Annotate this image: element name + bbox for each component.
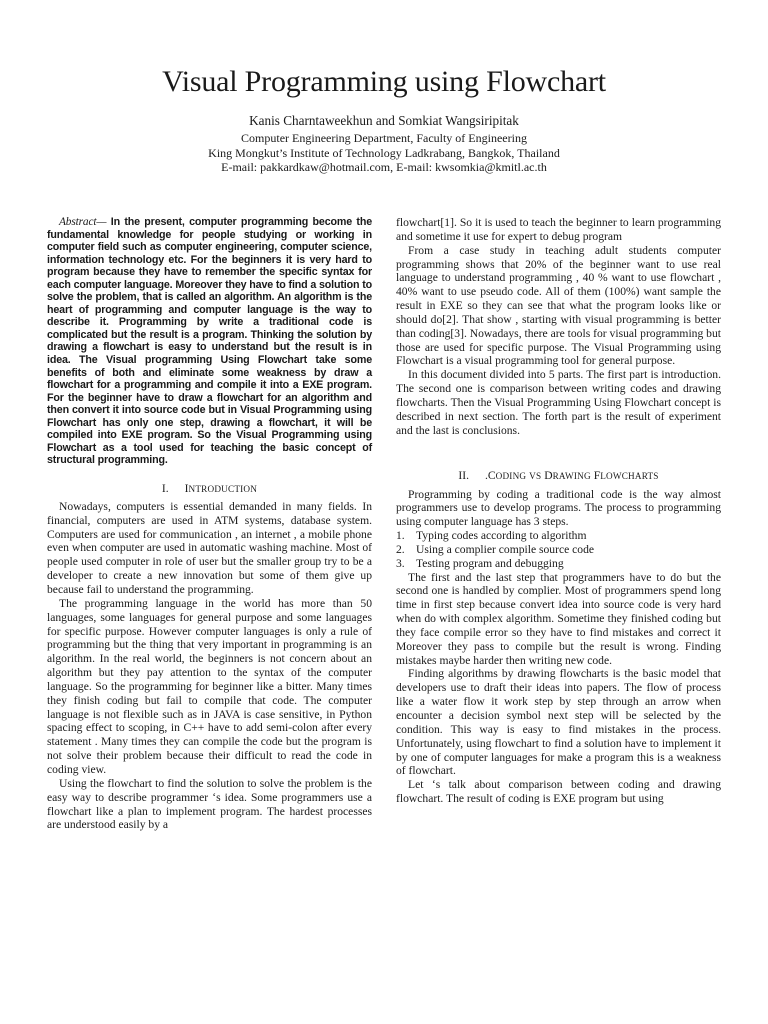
affiliation-line: E-mail: pakkardkaw@hotmail.com, E-mail: kwsomkia@kmitl.ac.th	[221, 160, 547, 174]
affiliation-line: Computer Engineering Department, Faculty of Engineering	[241, 131, 527, 145]
section-title-rest: NTRODUCTION	[188, 483, 258, 494]
body-paragraph: The first and the last step that programmers have to do but the second one is handled by complier. Most of programmers spend long time in first step because convert idea into source code is very hard when do with complex algorithm. Sometime they finished coding but they face compile error so they have to find mistakes and correct it Moreover they pass to compile but the result is wrong. Finding mistakes maybe harder then writing new code.	[396, 570, 721, 667]
section-heading-coding-vs-flowcharts	[396, 469, 721, 483]
list-number: 1.	[396, 529, 405, 543]
affiliation-line: King Mongkut’s Institute of Technology Ladkrabang, Bangkok, Thailand	[208, 145, 560, 160]
list-text: Typing codes according to algorithm	[416, 529, 587, 543]
section-prefix: .	[485, 468, 488, 482]
body-paragraph: Let ‘s talk about comparison between coding and drawing flowchart. The result of coding is EXE program but using	[396, 778, 721, 806]
author-list: Kanis Charntaweekhun and Somkiat Wangsiripitak	[249, 113, 519, 128]
list-number: 2.	[396, 542, 405, 556]
section-number: I.	[161, 481, 169, 495]
section-heading-introduction	[47, 482, 372, 496]
left-column	[47, 216, 372, 832]
section-number: II.	[458, 468, 469, 482]
paper-title: Visual Programming using Flowchart	[162, 65, 606, 98]
abstract	[47, 216, 372, 467]
list-text: Testing program and debugging	[416, 556, 564, 570]
list-item	[396, 543, 721, 557]
section-title-initial: I	[184, 481, 189, 495]
list-item	[396, 529, 721, 543]
list-item	[396, 557, 721, 571]
abstract-label: Abstract—	[59, 216, 107, 228]
body-paragraph: Programming by coding a traditional code is the way almost programmers use to develop programs. The process to programming using computer language has 3 steps.	[396, 487, 721, 529]
body-paragraph: From a case study in teaching adult students computer programming shows that 20% of the beginner want to use real language to understand programming , 40 % want to use flowchart , 40% want to use pseudo code. All of them (100%) want sample the result in EXE so they can see that what the program looks like or should do[2]. That show , starting with visual programming is better than coding[3]. Nowadays, there are tools for visual programming but those are used for specific purpose. The Visual Programming using Flowchart is a visual programming tool for general purpose.	[396, 243, 721, 368]
body-paragraph: flowchart[1]. So it is used to teach the beginner to learn programming and sometime it use for expert to debug program	[396, 216, 721, 243]
body-paragraph: In this document divided into 5 parts. The first part is introduction. The second one is comparison between writing codes and drawing flowcharts. Then the Visual Programming Using Flowchart concept is described in next section. The forth part is the result of experiment and the last is conclusions.	[396, 368, 721, 437]
section-title-initial: C	[487, 468, 496, 482]
section-title-rest: LOWCHARTS	[600, 470, 659, 481]
right-column	[396, 216, 721, 806]
body-paragraph: Nowadays, computers is essential demanded in many fields. In financial, computers are used in ATM systems, database system. Computers are used for communication , an internet , a mobile phone even when computer are used in automatic washing machine. Most of people used computer in role of user but the smaller group try to be a developer to create a new innovation but some of them give up because fail to understand the programming.	[47, 499, 372, 596]
section-title-rest: ODING	[495, 470, 527, 481]
body-paragraph: The programming language in the world has more than 50 languages, some languages for general purpose and some languages for specific purpose. However computer languages is only a rule of programming but the thing that very important in programming is an algorithm. In the real world, the beginners is not concern about an algorithm but they pay attention to the syntax of the computer language. So the programming for beginner like a bitter. Many times they finish coding but fail to compile that code. The computer language is not flexible such as in JAVA is case sensitive, in Python spacing effect to scoping, in C++ have to add semi-colon after every statement . Many times they can compile the code but the program is not solve their problem because their difficult to read the code in coding view.	[47, 596, 372, 776]
section-title-initial: F	[593, 468, 601, 482]
list-number: 3.	[396, 556, 405, 570]
section-title-mid: VS	[529, 470, 542, 481]
body-paragraph: Using the flowchart to find the solution to solve the problem is the easy way to describe programmer ‘s idea. Some programmers use a flowchart like a plan to implement program. The hardest processes are understood easily by a	[47, 776, 372, 832]
list-text: Using a complier compile source code	[416, 542, 595, 556]
section-title-rest: RAWING	[552, 470, 591, 481]
affiliation-block	[0, 131, 768, 175]
section-title-initial: D	[544, 468, 553, 482]
body-paragraph: Finding algorithms by drawing flowcharts is the basic model that developers use to draft their ideas into papers. The flow of process like a water flow it work step by step through an arrow when encounter a decision symbol next step will be selected by the condition. This way is easy to find mistakes in the process. Unfortunately, using flowchart to find a solution have to implement it by one of computer languages for make a program this is a weakness of flowchart.	[396, 667, 721, 778]
abstract-text: In the present, computer programming become the fundamental knowledge for people studying or working in computer field such as computer engineering, computer science, information technology etc. For the beginners it is very hard to program because they have to remember the specific syntax for each computer language. Moreover they have to find a solution to solve the problem, that is called an algorithm. An algorithm is the heart of programming and computer language is the way to describe it. Programming by write a traditional code is complicated but the result is a program. Thinking the solution by drawing a flowchart is easy to understand but the result is in idea. The Visual programming Using Flowchart take some benefits of both and eliminate some weakness by draw a flowchart for a programming and compile it into a EXE program. For the beginner have to draw a flowchart for an algorithm and then convert it into source code but in Visual Programming using Flowchart has only one step, drawing a flowchart, it will be compiled into EXE program. So the Visual Programming using Flowchart as a tool used for teaching the basic concept of structural programming.	[47, 216, 372, 467]
